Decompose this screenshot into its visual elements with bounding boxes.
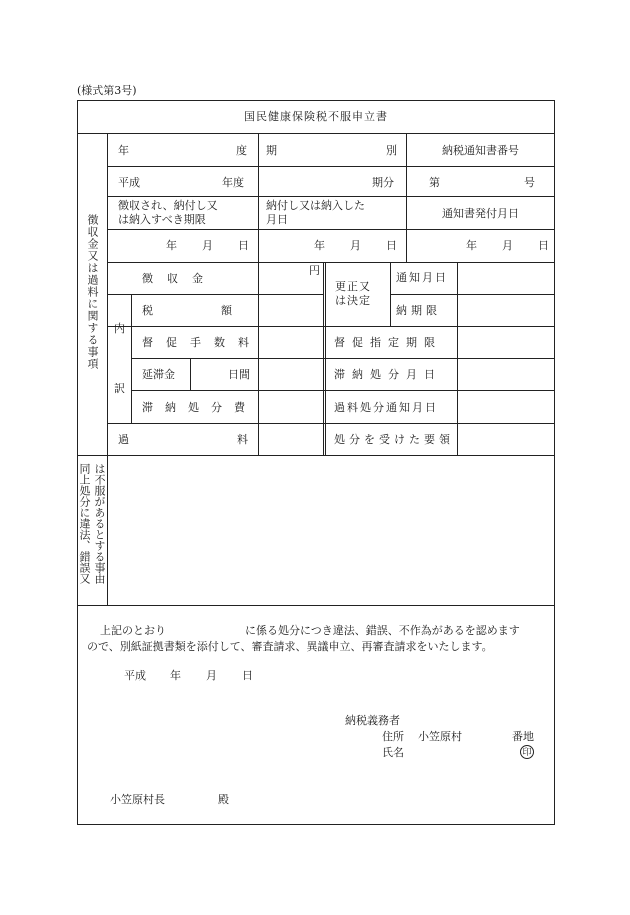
label-heisei: 平成	[118, 176, 140, 189]
statement-line2: ので、別紙証拠書類を添付して、審査請求、異議申立、再審査請求をいたします。	[87, 640, 493, 653]
line-row5b	[390, 294, 555, 295]
side-label-reason-2: は不服があるとする事由	[93, 463, 106, 584]
date2-d: 日	[386, 239, 397, 252]
label-karyo: 過料	[118, 433, 356, 446]
line-row8	[131, 390, 555, 391]
vline-kosei	[390, 262, 391, 326]
label-deadline-1: 徴収され、納付し又	[118, 199, 218, 212]
label-delinquency-cost: 滞納処分費	[142, 401, 257, 414]
date1-m: 月	[202, 239, 213, 252]
label-paid-1: 納付し又は納入した	[266, 199, 365, 212]
label-tokusoku-fee: 督促手数料	[142, 336, 262, 349]
date3-y: 年	[466, 239, 477, 252]
form-title: 国民健康保険税不服申立書	[244, 110, 388, 123]
date1-d: 日	[238, 239, 249, 252]
label-due-date: 納期限	[396, 304, 441, 317]
line-table-bottom	[77, 455, 555, 456]
date-m: 月	[206, 669, 217, 682]
vline-col3a	[323, 262, 324, 455]
date1-y: 年	[166, 239, 177, 252]
village-name: 小笠原村	[418, 730, 462, 743]
line-title-bottom	[77, 133, 555, 134]
vline-entaikin	[190, 358, 191, 390]
line-row7	[131, 358, 555, 359]
date2-m: 月	[350, 239, 361, 252]
date-era: 平成	[124, 669, 146, 682]
vline-side	[107, 133, 108, 605]
label-kosei-1: 更正又	[335, 280, 371, 293]
address-label: 住所	[382, 730, 404, 743]
date3-m: 月	[502, 239, 513, 252]
line-row1	[107, 166, 555, 167]
label-term: 期	[266, 144, 277, 157]
line-row4	[107, 262, 555, 263]
seal-mark: 印	[520, 745, 534, 759]
label-year-unit: 度	[236, 144, 247, 157]
label-notice-issue-date: 通知書発付月日	[442, 207, 519, 220]
statement-line1-b: に係る処分につき違法、錯誤、不作為があるを認めます	[245, 624, 520, 637]
vline-col2	[258, 133, 259, 455]
label-notice-date: 通知月日	[396, 271, 448, 284]
line-row2	[107, 196, 555, 197]
line-row3	[107, 229, 555, 230]
form-number: (様式第3号)	[77, 84, 137, 97]
label-wake: 訳	[114, 382, 125, 395]
label-kibun: 期分	[372, 176, 394, 189]
label-yen: 円	[309, 264, 320, 277]
label-chosyukin: 徴収金	[142, 272, 217, 285]
label-kosei-2: は決定	[335, 294, 371, 307]
label-delinquency-date: 滞納処分月日	[334, 368, 442, 381]
label-nichikan: 日間	[228, 368, 250, 381]
label-zeigaku: 税額	[142, 304, 300, 317]
label-uchi: 内	[114, 322, 125, 335]
label-disposition-reason: 処分を受けた要領	[334, 433, 454, 446]
label-paid-2: 月日	[266, 213, 288, 226]
vline-col3b	[325, 262, 326, 455]
label-entaikin: 延滞金	[142, 368, 175, 381]
addressee-dono: 殿	[218, 793, 229, 806]
statement-line1-a: 上記のとおり	[100, 624, 166, 637]
taxpayer-label: 納税義務者	[345, 714, 400, 727]
date-y: 年	[170, 669, 181, 682]
side-label-main: 徴収金又は過料に関する事項	[86, 214, 99, 370]
line-reason-bottom	[77, 605, 555, 606]
line-row9	[107, 423, 555, 424]
vline-col4	[457, 262, 458, 455]
banchi-label: 番地	[512, 730, 534, 743]
date3-d: 日	[538, 239, 549, 252]
label-deadline-2: は納入すべき期限	[118, 213, 206, 226]
label-go: 号	[524, 176, 535, 189]
addressee: 小笠原村長	[110, 793, 165, 806]
label-nendo: 年度	[222, 176, 244, 189]
vline-uchiwake	[131, 294, 132, 423]
date2-y: 年	[314, 239, 325, 252]
label-term-unit: 別	[386, 144, 397, 157]
label-year: 年	[118, 144, 129, 157]
name-label: 氏名	[382, 746, 404, 759]
line-row6	[107, 326, 555, 327]
line-row5a	[107, 294, 323, 295]
date-d: 日	[242, 669, 253, 682]
side-label-reason-1: 同上処分に違法、錯誤又	[78, 463, 91, 584]
label-fine-notice-date: 過料処分通知月日	[334, 401, 438, 414]
label-dai: 第	[429, 176, 440, 189]
label-tokusoku-deadline: 督促指定期限	[334, 336, 442, 349]
label-notice-number: 納税通知書番号	[442, 144, 519, 157]
